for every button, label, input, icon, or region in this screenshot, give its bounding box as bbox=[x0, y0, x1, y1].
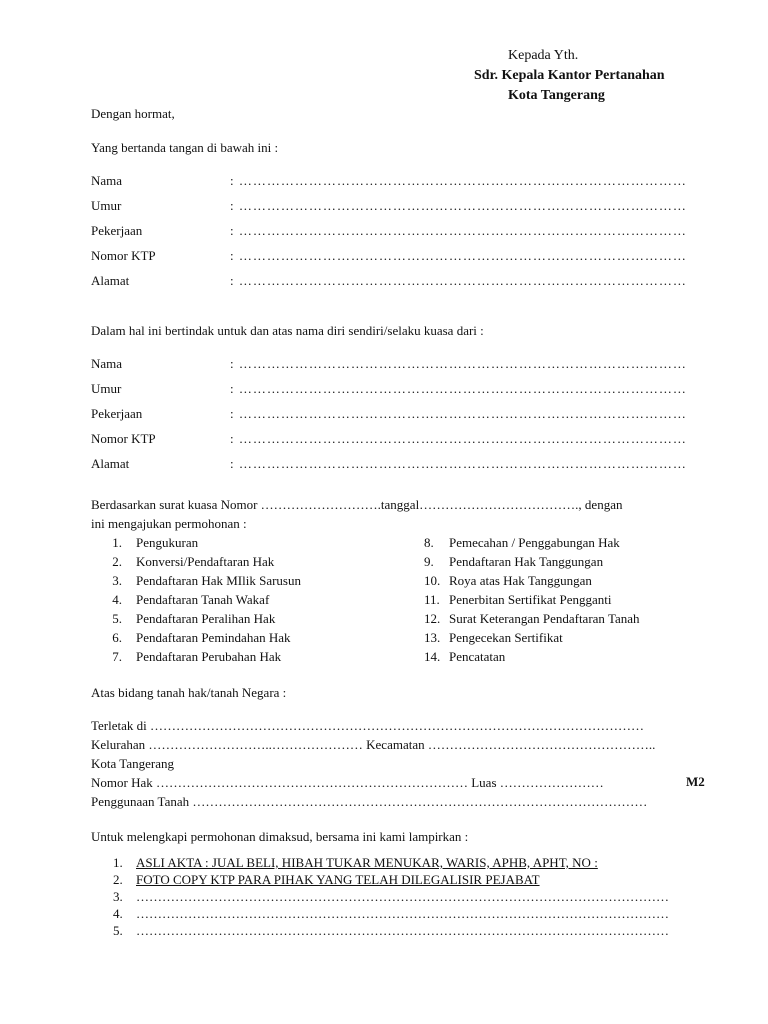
recipient-line-3: Kota Tangerang bbox=[508, 88, 605, 103]
attachment-number: 3. bbox=[113, 889, 123, 904]
power-of-attorney-line: Berdasarkan surat kuasa Nomor ……………………….tanggal………………………………., dengan bbox=[91, 497, 623, 512]
proxy-line-ktp: : …………………………………………………………………………………… bbox=[230, 431, 687, 446]
land-location: Terletak di …………………………………………………………………………………………………… bbox=[91, 718, 645, 733]
attachment-number: 2. bbox=[113, 872, 123, 887]
service-number: 12. bbox=[424, 611, 441, 626]
greeting: Dengan hormat, bbox=[91, 106, 175, 121]
service-item: Pemecahan / Penggabungan Hak bbox=[449, 535, 620, 550]
service-item: Surat Keterangan Pendaftaran Tanah bbox=[449, 611, 640, 626]
service-number: 4. bbox=[112, 592, 122, 607]
service-item: Pengecekan Sertifikat bbox=[449, 630, 563, 645]
service-number: 14. bbox=[424, 649, 441, 664]
service-number: 13. bbox=[424, 630, 441, 645]
proxy-label-umur: Umur bbox=[91, 381, 122, 396]
service-item: Pengukuran bbox=[136, 535, 199, 550]
attachment-item: …………………………………………………………………………………………………………… bbox=[136, 889, 669, 904]
service-item: Pendaftaran Tanah Wakaf bbox=[136, 592, 270, 607]
proxy-label-pekerjaan: Pekerjaan bbox=[91, 406, 143, 421]
attachment-item: FOTO COPY KTP PARA PIHAK YANG TELAH DILEGALISIR PEJABAT bbox=[136, 872, 540, 887]
request-intro: ini mengajukan permohonan : bbox=[91, 516, 247, 531]
intro-text: Yang bertanda tangan di bawah ini : bbox=[91, 140, 279, 155]
field-line-umur: : …………………………………………………………………………………… bbox=[230, 198, 687, 213]
field-line-alamat: : …………………………………………………………………………………… bbox=[230, 273, 687, 288]
attachment-number: 1. bbox=[113, 855, 123, 870]
service-item: Pendaftaran Hak MIlik Sarusun bbox=[136, 573, 301, 588]
service-item: Pendaftaran Peralihan Hak bbox=[136, 611, 276, 626]
field-label-ktp: Nomor KTP bbox=[91, 248, 156, 263]
field-label-alamat: Alamat bbox=[91, 273, 130, 288]
recipient-line-2: Sdr. Kepala Kantor Pertanahan bbox=[474, 68, 665, 83]
attachment-item: …………………………………………………………………………………………………………… bbox=[136, 923, 669, 938]
service-number: 2. bbox=[112, 554, 122, 569]
land-city: Kota Tangerang bbox=[91, 756, 174, 771]
service-item: Konversi/Pendaftaran Hak bbox=[136, 554, 275, 569]
land-usage: Penggunaan Tanah …………………………………………………………………………………………… bbox=[91, 794, 648, 809]
proxy-line-pekerjaan: : …………………………………………………………………………………… bbox=[230, 406, 687, 421]
attachment-number: 4. bbox=[113, 906, 123, 921]
service-number: 1. bbox=[112, 535, 122, 550]
attachment-item: ASLI AKTA : JUAL BELI, HIBAH TUKAR MENUKAR, WARIS, APHB, APHT, NO : bbox=[136, 855, 598, 870]
service-number: 7. bbox=[112, 649, 122, 664]
proxy-label-alamat: Alamat bbox=[91, 456, 130, 471]
attachment-item: …………………………………………………………………………………………………………… bbox=[136, 906, 669, 921]
proxy-label-ktp: Nomor KTP bbox=[91, 431, 156, 446]
field-label-umur: Umur bbox=[91, 198, 122, 213]
service-number: 10. bbox=[424, 573, 441, 588]
proxy-line-nama: : …………………………………………………………………………………… bbox=[230, 356, 687, 371]
field-line-ktp: : …………………………………………………………………………………… bbox=[230, 248, 687, 263]
proxy-intro: Dalam hal ini bertindak untuk dan atas nama diri sendiri/selaku kuasa dari : bbox=[91, 323, 484, 338]
proxy-label-nama: Nama bbox=[91, 356, 123, 371]
proxy-line-alamat: : …………………………………………………………………………………… bbox=[230, 456, 687, 471]
service-number: 6. bbox=[112, 630, 122, 645]
land-right-number: Nomor Hak ……………………………………………………………… Luas …………………… bbox=[91, 775, 604, 790]
service-item: Penerbitan Sertifikat Pengganti bbox=[449, 592, 612, 607]
land-kelurahan: Kelurahan ………………………..………………… Kecamatan …………………………………………….. bbox=[91, 737, 656, 752]
attachment-number: 5. bbox=[113, 923, 123, 938]
service-number: 8. bbox=[424, 535, 434, 550]
area-unit: M2 bbox=[686, 774, 705, 789]
service-number: 3. bbox=[112, 573, 122, 588]
service-item: Pencatatan bbox=[449, 649, 506, 664]
service-number: 9. bbox=[424, 554, 434, 569]
land-intro: Atas bidang tanah hak/tanah Negara : bbox=[91, 685, 287, 700]
service-number: 11. bbox=[424, 592, 440, 607]
service-item: Roya atas Hak Tanggungan bbox=[449, 573, 592, 588]
service-item: Pendaftaran Hak Tanggungan bbox=[449, 554, 604, 569]
field-line-pekerjaan: : …………………………………………………………………………………… bbox=[230, 223, 687, 238]
proxy-line-umur: : …………………………………………………………………………………… bbox=[230, 381, 687, 396]
service-number: 5. bbox=[112, 611, 122, 626]
field-label-nama: Nama bbox=[91, 173, 123, 188]
attachments-intro: Untuk melengkapi permohonan dimaksud, bersama ini kami lampirkan : bbox=[91, 829, 469, 844]
recipient-line-1: Kepada Yth. bbox=[508, 48, 579, 63]
service-item: Pendaftaran Pemindahan Hak bbox=[136, 630, 291, 645]
field-line-nama: : …………………………………………………………………………………… bbox=[230, 173, 687, 188]
service-item: Pendaftaran Perubahan Hak bbox=[136, 649, 282, 664]
field-label-pekerjaan: Pekerjaan bbox=[91, 223, 143, 238]
